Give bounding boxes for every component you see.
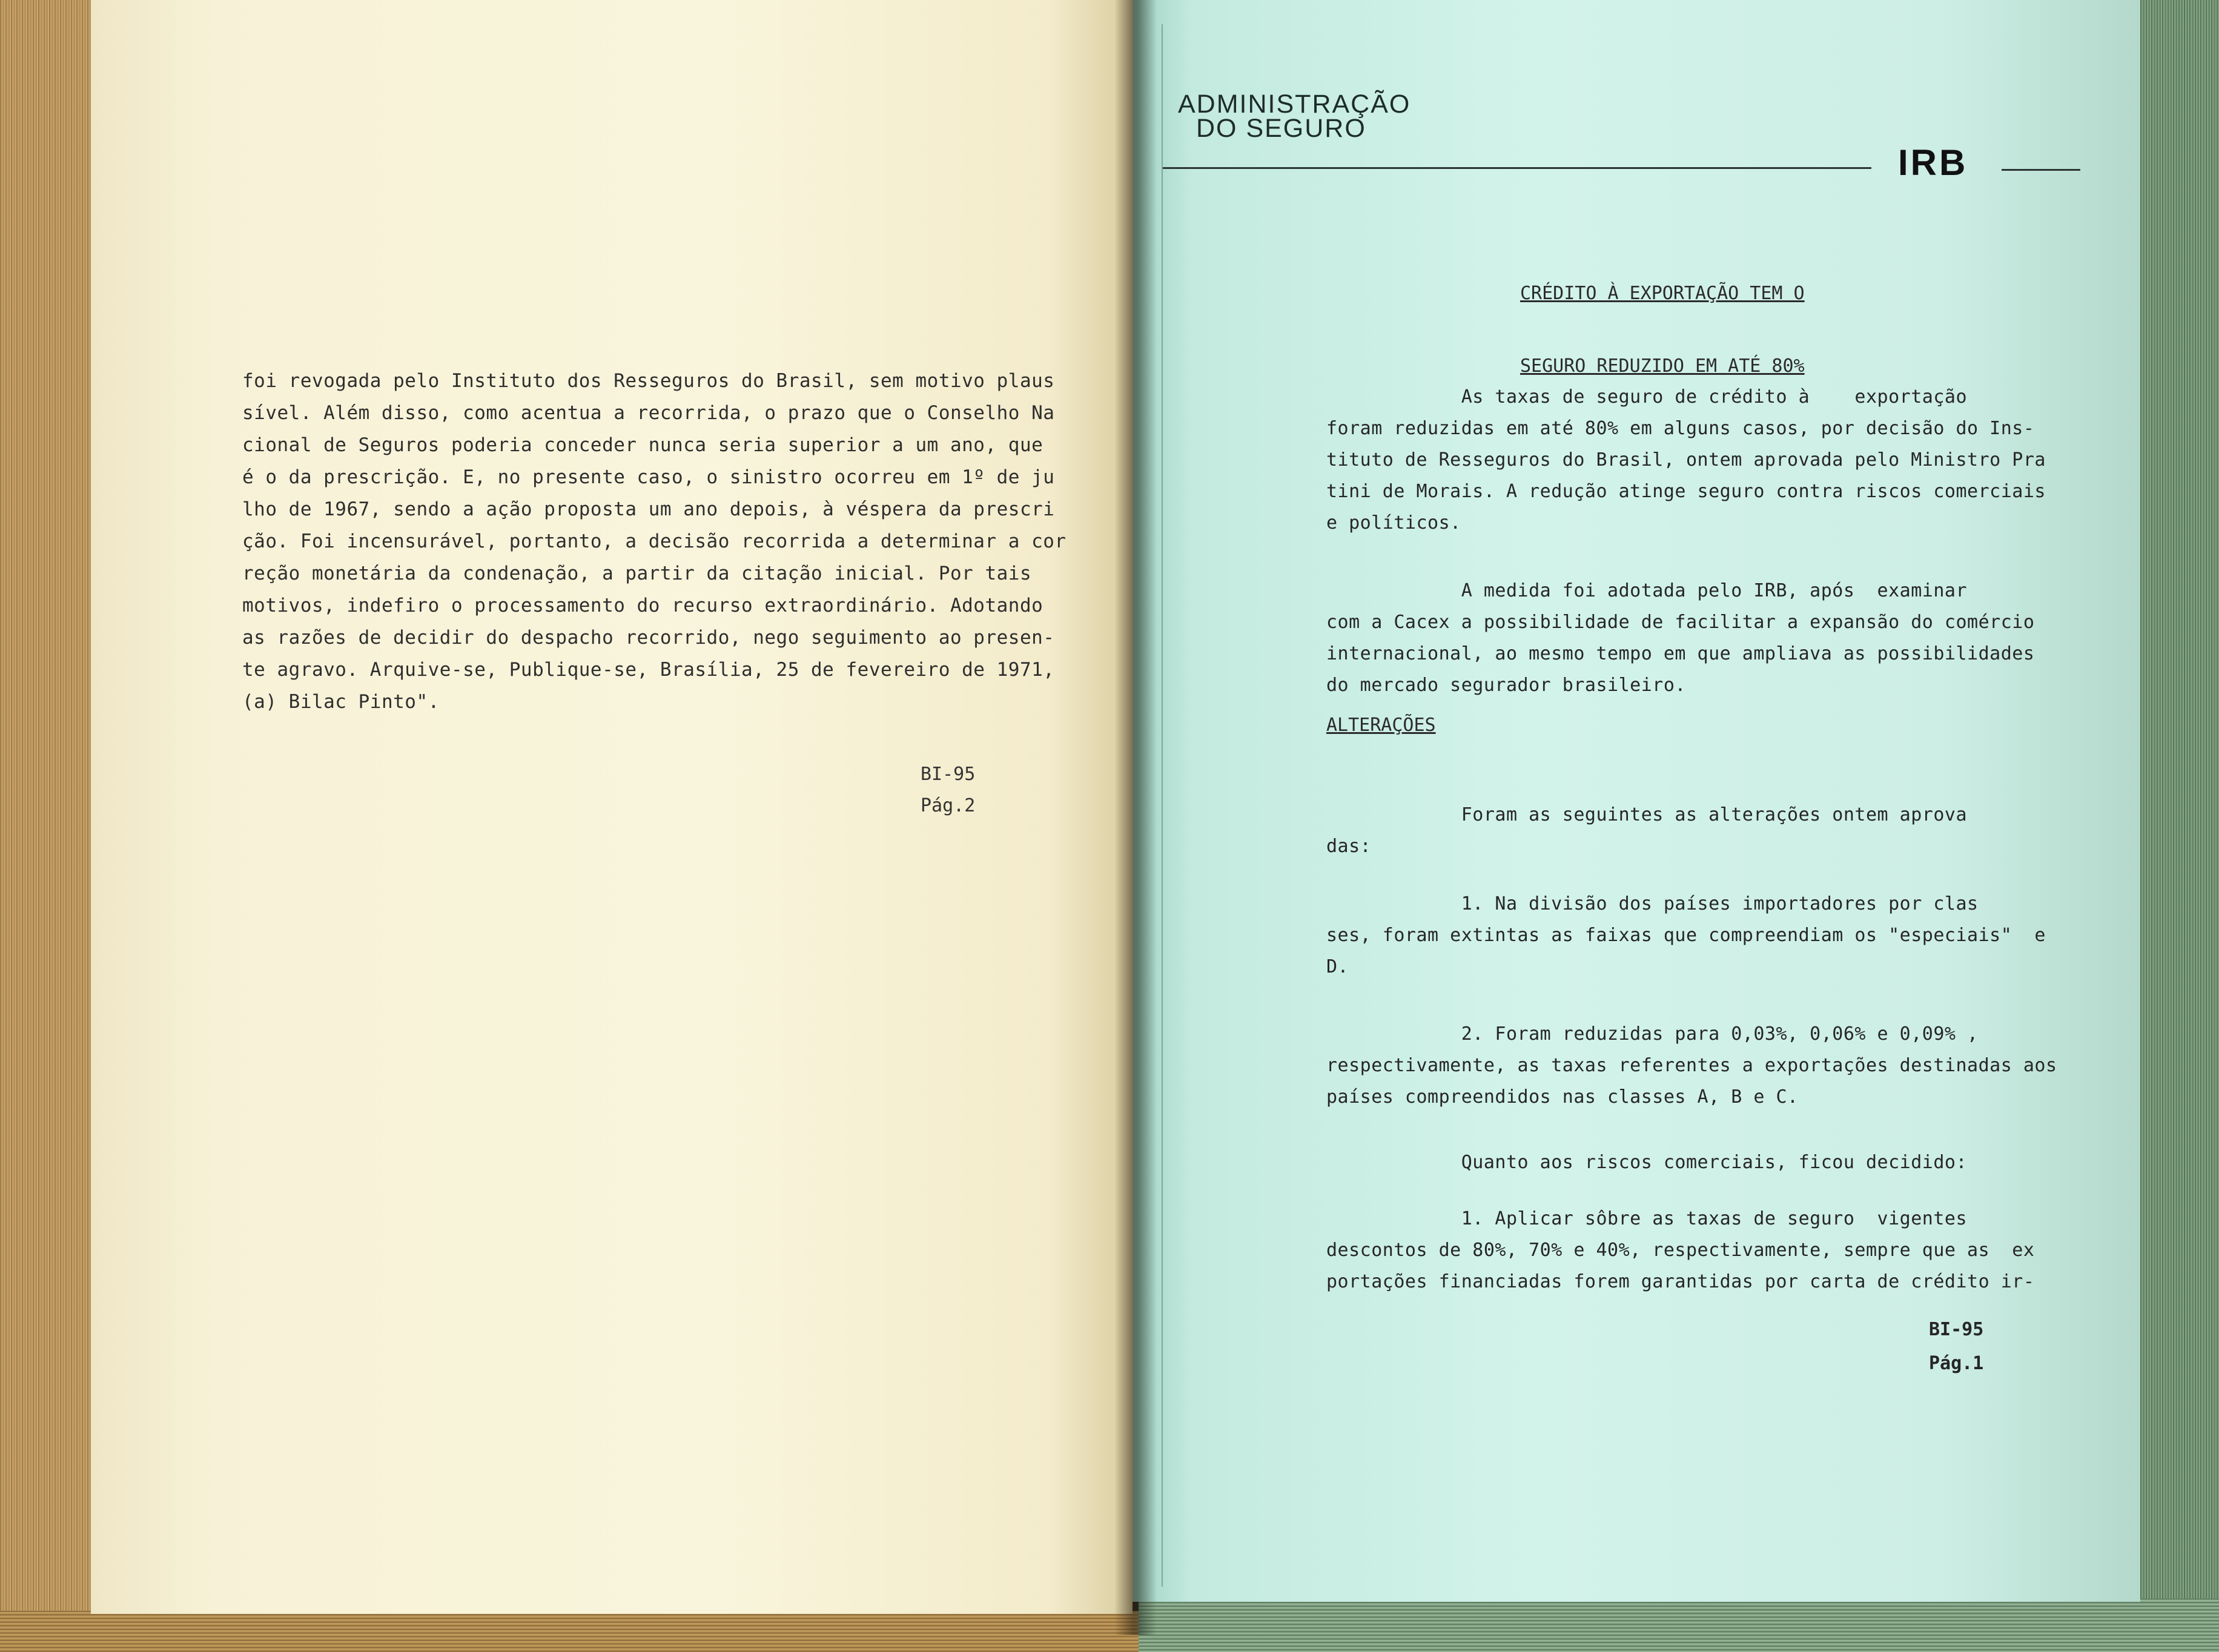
header-rule [1163,167,1871,169]
text-line: motivos, indefiro o processamento do recurso extraordinário. Adotando [242,595,1043,616]
page-number: Pág.2 [921,795,976,816]
left-page-body [242,333,1067,782]
right-page-edges [2140,0,2219,1652]
text-line: te agravo. Arquive-se, Publique-se, Brasília, 25 de fevereiro de 1971, [242,659,1055,681]
left-page [91,0,1133,1614]
text-line: tini de Morais. A redução atinge seguro contra riscos comerciais [1326,481,2046,502]
text-line: ses, foram extintas as faixas que compreendiam os "especiais" e [1326,925,2046,946]
page-code: BI-95 [921,764,976,785]
header-title-line2: DO SEGURO [1196,114,1366,143]
left-page-footer [921,759,975,822]
text-line: reção monetária da condenação, a partir da citação inicial. Por tais [242,563,1032,584]
text-line: A medida foi adotada pelo IRB, após examinar [1326,580,1968,601]
text-line: internacional, ao mesmo tempo em que ampliava as possibilidades [1326,643,2035,664]
text-line: portações financiadas forem garantidas por carta de crédito ir- [1326,1271,2035,1292]
text-line: as razões de decidir do despacho recorrido, nego seguimento ao presen- [242,627,1055,649]
text-line: sível. Além disso, como acentua a recorrida, o prazo que o Conselho Na [242,402,1055,424]
text-line: 2. Foram reduzidas para 0,03%, 0,06% e 0,09% , [1326,1023,1979,1045]
text-line: Foram as seguintes as alterações ontem aprova [1326,804,1968,825]
text-line: países compreendidos nas classes A, B e C. [1326,1086,1799,1108]
page-number: Pág.1 [1929,1353,1984,1374]
text-line: 1. Aplicar sôbre as taxas de seguro vigentes [1326,1208,1968,1229]
left-page-edges [0,0,91,1652]
header-rule-right [2002,169,2080,171]
article-title-line1: CRÉDITO À EXPORTAÇÃO TEM O [1520,283,1805,304]
paragraph-discounts [1326,1172,2034,1361]
header-vertical-rule [1162,24,1163,1587]
text-line: descontos de 80%, 70% e 40%, respectivamente, sempre que as ex [1326,1240,2035,1261]
text-line: foi revogada pelo Instituto dos Resseguros do Brasil, sem motivo plaus [242,370,1055,392]
text-line: com a Cacex a possibilidade de facilitar a expansão do comércio [1326,612,2035,633]
text-line: das: [1326,836,1372,857]
text-line: 1. Na divisão dos países importadores por clas [1326,893,1979,914]
irb-logo: IRB [1898,142,1968,183]
page-code: BI-95 [1929,1319,1984,1340]
left-bottom-edges [0,1611,1139,1652]
text-line: (a) Bilac Pinto". [242,691,440,713]
header-title-line1: ADMINISTRAÇÃO [1178,90,1411,119]
text-line: foram reduzidas em até 80% em alguns casos, por decisão do Ins- [1326,418,2035,439]
text-line: respectivamente, as taxas referentes a exportações destinadas aos [1326,1055,2057,1076]
text-line: e políticos. [1326,512,1461,534]
right-bottom-edges [1139,1599,2219,1652]
text-line: D. [1326,956,1349,977]
text-line: lho de 1967, sendo a ação proposta um ano depois, à véspera da prescri [242,498,1055,520]
section-subtitle: ALTERAÇÕES [1326,715,1436,736]
text-line: ção. Foi incensurável, portanto, a decisão recorrida a determinar a cor [242,530,1067,552]
book-gutter [1114,0,1157,1635]
right-page-footer [1929,1313,1983,1381]
text-line: cional de Seguros poderia conceder nunca seria superior a um ano, que [242,434,1043,456]
text-line: do mercado segurador brasileiro. [1326,675,1686,696]
text-line: tituto de Resseguros do Brasil, ontem aprovada pelo Ministro Pra [1326,449,2046,471]
text-line: é o da prescrição. E, no presente caso, o sinistro ocorreu em 1º de ju [242,466,1055,488]
article-title-line2: SEGURO REDUZIDO EM ATÉ 80% [1520,355,1805,377]
text-line: As taxas de seguro de crédito à exportação [1326,386,1968,408]
text-line: Quanto aos riscos comerciais, ficou decidido: [1326,1152,1968,1173]
